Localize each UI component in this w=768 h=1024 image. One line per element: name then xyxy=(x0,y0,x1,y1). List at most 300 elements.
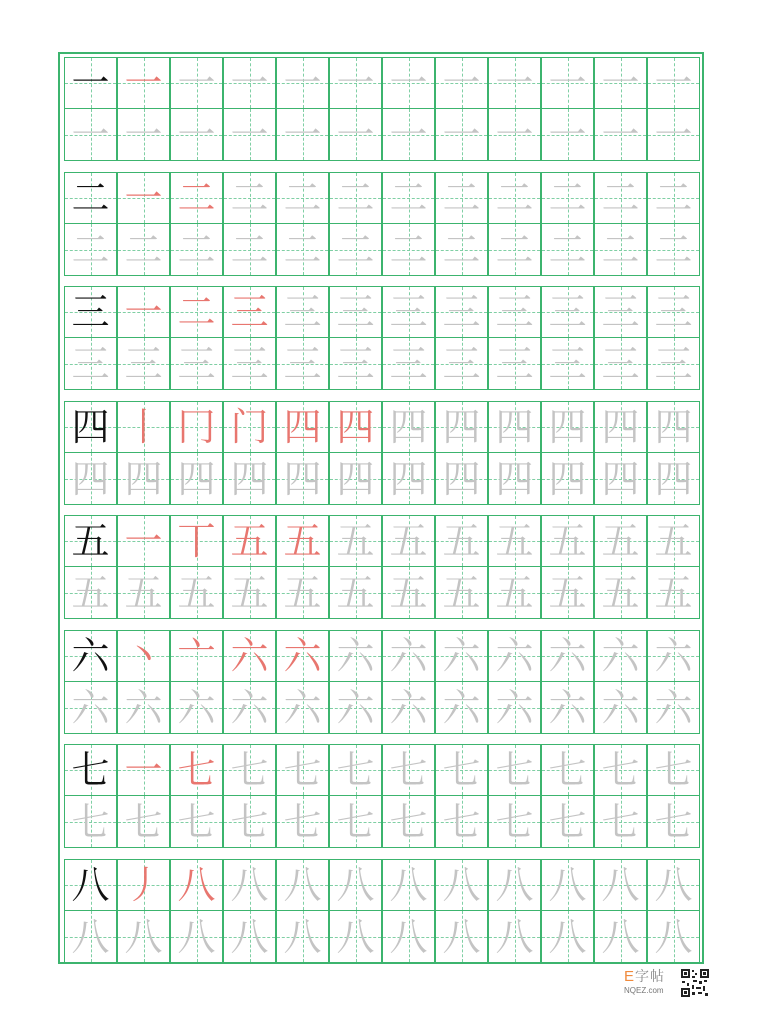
trace-cell xyxy=(117,682,170,734)
trace-character-text: 二 xyxy=(283,176,322,220)
trace-character-text: 八 xyxy=(601,914,640,959)
trace-cell xyxy=(276,224,329,276)
trace-cell xyxy=(488,744,541,796)
trace-character-text: 六 xyxy=(654,685,693,730)
model-character-text: 二 xyxy=(71,176,110,220)
stroke-step-text: 丨 xyxy=(124,405,163,449)
trace-cell xyxy=(488,630,541,682)
stroke-step-cell xyxy=(117,630,170,682)
trace-character-text: 一 xyxy=(548,112,587,157)
trace-cell xyxy=(594,796,647,848)
trace-cell xyxy=(382,744,435,796)
trace-cell xyxy=(329,859,382,911)
trace-cell xyxy=(276,57,329,109)
stroke-step-cell xyxy=(117,172,170,224)
trace-character-text: 八 xyxy=(442,863,481,907)
trace-cell xyxy=(435,859,488,911)
trace-character-text: 七 xyxy=(601,748,640,792)
trace-character-text: 一 xyxy=(336,112,375,157)
trace-character-text: 八 xyxy=(336,914,375,959)
trace-character-text: 三 xyxy=(71,341,110,386)
trace-character-text: 二 xyxy=(601,227,640,272)
stroke-step-text: 三 xyxy=(230,290,269,334)
trace-cell xyxy=(435,744,488,796)
trace-character-text: 六 xyxy=(601,634,640,678)
trace-cell xyxy=(488,796,541,848)
trace-cell xyxy=(594,286,647,338)
model-character-text: 六 xyxy=(71,634,110,678)
trace-character-text: 七 xyxy=(548,748,587,792)
trace-cell xyxy=(117,224,170,276)
character-row xyxy=(64,859,704,963)
model-character xyxy=(64,630,117,682)
trace-cell xyxy=(64,338,117,390)
trace-character-text: 一 xyxy=(654,61,693,105)
trace-cell xyxy=(329,57,382,109)
model-character-text: 七 xyxy=(71,748,110,792)
trace-character-text: 三 xyxy=(177,341,216,386)
trace-character-text: 七 xyxy=(389,748,428,792)
trace-cell xyxy=(223,172,276,224)
trace-cell xyxy=(541,224,594,276)
trace-character-text: 三 xyxy=(601,341,640,386)
trace-character-text: 八 xyxy=(389,863,428,907)
stroke-step-text: 丅 xyxy=(177,519,216,563)
trace-character-text: 六 xyxy=(548,685,587,730)
trace-character-text: 一 xyxy=(389,112,428,157)
model-character-text: 八 xyxy=(71,863,110,907)
trace-cell xyxy=(435,567,488,619)
trace-cell xyxy=(64,796,117,848)
trace-character-text: 二 xyxy=(601,176,640,220)
tracing-line xyxy=(64,453,704,505)
footer-brand xyxy=(624,966,716,1000)
trace-cell xyxy=(435,682,488,734)
trace-cell xyxy=(276,109,329,161)
trace-cell xyxy=(329,286,382,338)
trace-character-text: 五 xyxy=(601,519,640,563)
trace-cell xyxy=(594,57,647,109)
trace-cell xyxy=(541,567,594,619)
trace-cell xyxy=(276,682,329,734)
trace-cell xyxy=(541,682,594,734)
trace-character-text: 一 xyxy=(71,112,110,157)
trace-character-text: 一 xyxy=(283,61,322,105)
stroke-step-cell xyxy=(117,859,170,911)
trace-character-text: 二 xyxy=(654,176,693,220)
trace-character-text: 四 xyxy=(601,456,640,501)
model-character-text: 五 xyxy=(71,519,110,563)
trace-cell xyxy=(541,109,594,161)
trace-cell xyxy=(541,401,594,453)
trace-cell xyxy=(117,338,170,390)
trace-cell xyxy=(647,515,700,567)
trace-character-text: 七 xyxy=(336,748,375,792)
trace-cell xyxy=(329,796,382,848)
trace-cell xyxy=(541,172,594,224)
trace-character-text: 六 xyxy=(601,685,640,730)
trace-cell xyxy=(382,682,435,734)
stroke-step-cell xyxy=(329,401,382,453)
trace-cell xyxy=(223,224,276,276)
trace-cell xyxy=(329,172,382,224)
model-character xyxy=(64,57,117,109)
character-row xyxy=(64,515,704,619)
stroke-step-cell xyxy=(170,172,223,224)
trace-character-text: 二 xyxy=(230,227,269,272)
trace-cell xyxy=(488,401,541,453)
trace-cell xyxy=(329,109,382,161)
stroke-order-line xyxy=(64,859,704,911)
trace-cell xyxy=(541,911,594,963)
brand-logo xyxy=(624,966,665,986)
trace-cell xyxy=(647,286,700,338)
character-row xyxy=(64,401,704,505)
tracing-line xyxy=(64,338,704,390)
stroke-order-line xyxy=(64,286,704,338)
trace-cell xyxy=(435,453,488,505)
trace-character-text: 七 xyxy=(548,799,587,844)
trace-character-text: 四 xyxy=(654,405,693,449)
character-row xyxy=(64,286,704,390)
trace-cell xyxy=(276,744,329,796)
trace-cell xyxy=(117,567,170,619)
trace-character-text: 二 xyxy=(177,227,216,272)
trace-character-text: 八 xyxy=(654,914,693,959)
trace-cell xyxy=(594,224,647,276)
trace-character-text: 一 xyxy=(601,112,640,157)
trace-character-text: 六 xyxy=(124,685,163,730)
trace-character-text: 五 xyxy=(177,570,216,615)
trace-cell xyxy=(276,172,329,224)
trace-character-text: 七 xyxy=(177,799,216,844)
trace-cell xyxy=(223,453,276,505)
trace-character-text: 四 xyxy=(548,456,587,501)
trace-character-text: 四 xyxy=(601,405,640,449)
trace-cell xyxy=(488,338,541,390)
trace-cell xyxy=(170,338,223,390)
trace-character-text: 五 xyxy=(230,570,269,615)
trace-character-text: 一 xyxy=(283,112,322,157)
trace-character-text: 六 xyxy=(495,634,534,678)
trace-cell xyxy=(223,567,276,619)
trace-cell xyxy=(594,859,647,911)
trace-character-text: 七 xyxy=(71,799,110,844)
stroke-step-text: 门 xyxy=(230,405,269,449)
trace-character-text: 三 xyxy=(389,341,428,386)
stroke-step-text: 一 xyxy=(124,290,163,334)
stroke-order-line xyxy=(64,630,704,682)
trace-cell xyxy=(329,224,382,276)
trace-character-text: 一 xyxy=(495,61,534,105)
trace-cell xyxy=(541,796,594,848)
trace-cell xyxy=(170,224,223,276)
stroke-step-text: 六 xyxy=(230,634,269,678)
trace-character-text: 三 xyxy=(654,341,693,386)
stroke-step-text: 一 xyxy=(124,61,163,105)
trace-character-text: 一 xyxy=(442,112,481,157)
stroke-step-cell xyxy=(170,744,223,796)
trace-cell xyxy=(647,796,700,848)
trace-cell xyxy=(382,796,435,848)
trace-cell xyxy=(276,286,329,338)
trace-cell xyxy=(382,109,435,161)
trace-cell xyxy=(435,224,488,276)
trace-character-text: 三 xyxy=(230,341,269,386)
stroke-step-cell xyxy=(117,57,170,109)
trace-cell xyxy=(170,453,223,505)
trace-character-text: 八 xyxy=(495,914,534,959)
trace-character-text: 二 xyxy=(336,227,375,272)
trace-character-text: 七 xyxy=(495,748,534,792)
trace-character-text: 三 xyxy=(442,341,481,386)
trace-character-text: 五 xyxy=(389,570,428,615)
trace-cell xyxy=(223,796,276,848)
trace-character-text: 六 xyxy=(71,685,110,730)
trace-character-text: 七 xyxy=(654,799,693,844)
trace-character-text: 一 xyxy=(177,61,216,105)
trace-cell xyxy=(223,57,276,109)
trace-cell xyxy=(594,401,647,453)
trace-cell xyxy=(594,453,647,505)
trace-cell xyxy=(647,224,700,276)
trace-character-text: 六 xyxy=(548,634,587,678)
trace-character-text: 三 xyxy=(654,290,693,334)
trace-cell xyxy=(488,682,541,734)
trace-cell xyxy=(276,796,329,848)
trace-cell xyxy=(170,567,223,619)
trace-character-text: 三 xyxy=(495,341,534,386)
trace-cell xyxy=(382,401,435,453)
trace-cell xyxy=(488,515,541,567)
trace-cell xyxy=(64,453,117,505)
trace-cell xyxy=(541,859,594,911)
trace-cell xyxy=(382,338,435,390)
trace-character-text: 六 xyxy=(283,685,322,730)
stroke-step-cell xyxy=(170,286,223,338)
trace-cell xyxy=(170,682,223,734)
trace-cell xyxy=(488,453,541,505)
trace-character-text: 八 xyxy=(124,914,163,959)
trace-cell xyxy=(382,911,435,963)
trace-cell xyxy=(647,57,700,109)
trace-character-text: 一 xyxy=(177,112,216,157)
tracing-line xyxy=(64,109,704,161)
trace-character-text: 一 xyxy=(389,61,428,105)
trace-character-text: 二 xyxy=(283,227,322,272)
trace-cell xyxy=(541,515,594,567)
tracing-line xyxy=(64,682,704,734)
trace-character-text: 四 xyxy=(230,456,269,501)
stroke-step-cell xyxy=(276,515,329,567)
trace-character-text: 七 xyxy=(283,799,322,844)
trace-character-text: 八 xyxy=(230,863,269,907)
trace-character-text: 五 xyxy=(71,570,110,615)
trace-character-text: 六 xyxy=(230,685,269,730)
trace-cell xyxy=(382,453,435,505)
trace-character-text: 六 xyxy=(389,634,428,678)
trace-cell xyxy=(117,109,170,161)
trace-character-text: 五 xyxy=(389,519,428,563)
trace-character-text: 八 xyxy=(548,914,587,959)
stroke-step-cell xyxy=(170,401,223,453)
trace-character-text: 六 xyxy=(654,634,693,678)
trace-character-text: 五 xyxy=(495,519,534,563)
trace-cell xyxy=(329,630,382,682)
trace-character-text: 二 xyxy=(124,227,163,272)
trace-character-text: 五 xyxy=(548,519,587,563)
trace-cell xyxy=(488,57,541,109)
model-character-text: 一 xyxy=(71,61,110,105)
trace-cell xyxy=(223,338,276,390)
trace-character-text: 二 xyxy=(495,176,534,220)
trace-character-text: 一 xyxy=(601,61,640,105)
trace-cell xyxy=(647,859,700,911)
trace-character-text: 七 xyxy=(442,799,481,844)
trace-character-text: 四 xyxy=(442,456,481,501)
trace-cell xyxy=(117,453,170,505)
trace-character-text: 一 xyxy=(548,61,587,105)
trace-cell xyxy=(223,911,276,963)
trace-cell xyxy=(64,224,117,276)
trace-character-text: 二 xyxy=(442,227,481,272)
trace-cell xyxy=(223,682,276,734)
trace-cell xyxy=(435,911,488,963)
trace-character-text: 六 xyxy=(336,685,375,730)
character-row xyxy=(64,630,704,734)
trace-cell xyxy=(64,567,117,619)
trace-character-text: 五 xyxy=(442,570,481,615)
trace-cell xyxy=(435,57,488,109)
trace-character-text: 六 xyxy=(389,685,428,730)
tracing-line xyxy=(64,911,704,963)
trace-cell xyxy=(435,286,488,338)
stroke-step-cell xyxy=(223,515,276,567)
stroke-step-cell xyxy=(117,515,170,567)
trace-character-text: 五 xyxy=(495,570,534,615)
trace-character-text: 八 xyxy=(601,863,640,907)
trace-character-text: 八 xyxy=(336,863,375,907)
stroke-step-text: 八 xyxy=(177,863,216,907)
character-row xyxy=(64,57,704,161)
stroke-step-text: 亠 xyxy=(177,634,216,678)
trace-cell xyxy=(223,859,276,911)
trace-cell xyxy=(488,224,541,276)
trace-character-text: 五 xyxy=(336,570,375,615)
trace-cell xyxy=(170,57,223,109)
trace-character-text: 二 xyxy=(389,227,428,272)
trace-character-text: 三 xyxy=(336,290,375,334)
trace-cell xyxy=(329,338,382,390)
stroke-step-cell xyxy=(117,744,170,796)
trace-character-text: 二 xyxy=(336,176,375,220)
trace-character-text: 四 xyxy=(283,456,322,501)
trace-character-text: 三 xyxy=(442,290,481,334)
stroke-step-cell xyxy=(223,630,276,682)
trace-character-text: 五 xyxy=(124,570,163,615)
trace-cell xyxy=(382,515,435,567)
trace-character-text: 二 xyxy=(442,176,481,220)
trace-character-text: 七 xyxy=(283,748,322,792)
trace-character-text: 四 xyxy=(442,405,481,449)
trace-cell xyxy=(382,859,435,911)
trace-character-text: 五 xyxy=(601,570,640,615)
trace-character-text: 六 xyxy=(177,685,216,730)
trace-cell xyxy=(647,911,700,963)
character-row xyxy=(64,744,704,848)
trace-cell xyxy=(382,57,435,109)
trace-character-text: 四 xyxy=(548,405,587,449)
stroke-step-text: 七 xyxy=(177,748,216,792)
trace-cell xyxy=(382,567,435,619)
trace-character-text: 八 xyxy=(654,863,693,907)
trace-character-text: 八 xyxy=(548,863,587,907)
trace-cell xyxy=(594,630,647,682)
qr-code-icon xyxy=(680,968,710,998)
trace-character-text: 五 xyxy=(548,570,587,615)
trace-character-text: 四 xyxy=(654,456,693,501)
trace-character-text: 四 xyxy=(71,456,110,501)
trace-character-text: 七 xyxy=(230,799,269,844)
trace-cell xyxy=(117,796,170,848)
trace-cell xyxy=(541,744,594,796)
trace-character-text: 三 xyxy=(389,290,428,334)
trace-cell xyxy=(223,109,276,161)
trace-cell xyxy=(435,630,488,682)
trace-character-text: 三 xyxy=(283,341,322,386)
model-character xyxy=(64,401,117,453)
stroke-order-line xyxy=(64,57,704,109)
trace-character-text: 六 xyxy=(442,634,481,678)
trace-character-text: 五 xyxy=(336,519,375,563)
trace-character-text: 三 xyxy=(548,290,587,334)
trace-character-text: 八 xyxy=(71,914,110,959)
trace-cell xyxy=(170,796,223,848)
trace-cell xyxy=(276,453,329,505)
trace-character-text: 七 xyxy=(442,748,481,792)
trace-cell xyxy=(541,286,594,338)
trace-cell xyxy=(276,567,329,619)
stroke-step-text: 五 xyxy=(230,519,269,563)
trace-cell xyxy=(647,338,700,390)
trace-cell xyxy=(170,911,223,963)
trace-character-text: 八 xyxy=(442,914,481,959)
stroke-step-cell xyxy=(170,859,223,911)
trace-character-text: 四 xyxy=(177,456,216,501)
trace-character-text: 三 xyxy=(124,341,163,386)
trace-cell xyxy=(647,744,700,796)
trace-character-text: 七 xyxy=(230,748,269,792)
trace-character-text: 五 xyxy=(654,519,693,563)
stroke-step-cell xyxy=(170,515,223,567)
stroke-step-text: 冂 xyxy=(177,405,216,449)
trace-character-text: 三 xyxy=(336,341,375,386)
trace-character-text: 七 xyxy=(654,748,693,792)
trace-cell xyxy=(488,109,541,161)
trace-cell xyxy=(435,796,488,848)
stroke-order-line xyxy=(64,172,704,224)
trace-cell xyxy=(329,682,382,734)
stroke-step-text: 四 xyxy=(336,405,375,449)
trace-character-text: 三 xyxy=(283,290,322,334)
trace-cell xyxy=(647,172,700,224)
trace-character-text: 八 xyxy=(283,914,322,959)
stroke-step-text: 丶 xyxy=(124,634,163,678)
model-character-text: 三 xyxy=(71,290,110,334)
trace-character-text: 五 xyxy=(442,519,481,563)
tracing-line xyxy=(64,796,704,848)
trace-character-text: 三 xyxy=(601,290,640,334)
